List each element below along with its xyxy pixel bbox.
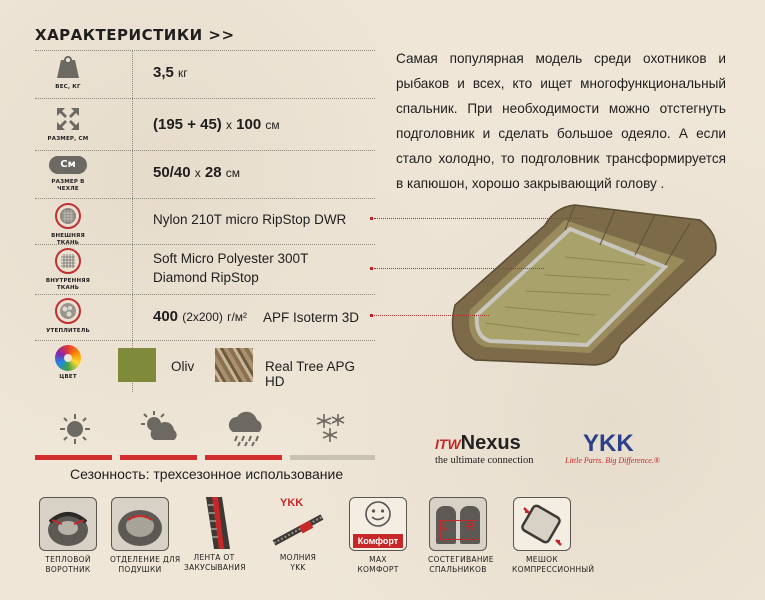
- weight-icon: [43, 56, 93, 91]
- thermal-collar-icon: [39, 497, 97, 551]
- product-description: Самая популярная модель среди охотников и рыбаков и всех, кто ищет многофункциональный спальник. При необходимости можно отстегнуть подголовник и сделать большое одеяло. А если стало холодно, то подголовник трансформируется в капюшон, хорошо закрывающий голову .: [396, 51, 726, 191]
- ykk-tagline: Little Parts. Big Difference.®: [565, 456, 660, 465]
- anti-snag-tape-icon: [186, 497, 242, 549]
- ykk-name: YKK: [583, 430, 634, 457]
- expand-arrows-icon: [43, 106, 93, 143]
- color2-name: Real Tree APG HD: [265, 359, 356, 389]
- packed-times: х: [194, 166, 201, 180]
- olive-swatch[interactable]: [118, 348, 156, 382]
- bag-joining-icon: [429, 497, 487, 551]
- divider: [132, 198, 133, 244]
- fabric-inner-icon: [43, 248, 93, 292]
- pointer-line-outer: [374, 218, 584, 220]
- feature-label-2: YKK: [290, 563, 306, 572]
- pointer-line-inner: [374, 268, 544, 270]
- inner-value: [153, 249, 308, 287]
- season-bar-winter: [290, 455, 375, 460]
- size-unit: см: [265, 118, 280, 132]
- packed-dims: 50/40: [153, 164, 191, 181]
- insulation-caption: УТЕПЛИТЕЛЬ: [46, 328, 90, 334]
- left-letter: L: [442, 521, 449, 533]
- color-wheel-icon: [43, 345, 93, 381]
- inner-line-2: Diamond RipStop: [153, 270, 259, 285]
- nexus-name: Nexus: [460, 432, 521, 454]
- snowflake-icon: [312, 410, 348, 448]
- feature-thermal-collar: [38, 497, 98, 575]
- color-caption: ЦВЕТ: [59, 374, 77, 380]
- ykk-logo: [565, 432, 660, 465]
- feature-anti-snag-tape: [184, 497, 244, 573]
- itw-nexus-logo: [435, 432, 534, 466]
- insulation-name: APF Isoterm 3D: [263, 310, 360, 325]
- feature-pillow-pocket: [110, 497, 181, 575]
- rain-cloud-icon: [225, 408, 267, 452]
- insulation-density: 400: [153, 308, 179, 325]
- fabric-outer-icon: [43, 203, 93, 247]
- spec-outer-row: [35, 198, 375, 245]
- pointer-line-insulation: [374, 315, 489, 317]
- weight-unit: кг: [178, 66, 188, 80]
- feature-label-1: СОСТЕГИВАНИЕ: [428, 555, 494, 564]
- comfort-icon: [349, 497, 407, 551]
- page-title: ХАРАКТЕРИСТИКИ >>: [35, 26, 235, 44]
- nexus-tagline: the ultimate connection: [435, 455, 534, 466]
- season-bar-spring: [120, 455, 197, 460]
- season-label: Сезонность: трехсезонное использование: [70, 466, 344, 482]
- feature-label-1: MAX: [369, 555, 387, 564]
- ykk-zipper-icon: [270, 497, 326, 549]
- packed-unit: см: [225, 166, 240, 180]
- feature-compression-sack: [512, 497, 595, 575]
- itw-prefix: ITW: [435, 436, 461, 452]
- weight-value: [153, 64, 188, 81]
- spec-packed-row: [35, 150, 375, 199]
- realtree-swatch[interactable]: [215, 348, 253, 382]
- feature-label-2: СПАЛЬНИКОВ: [429, 565, 487, 574]
- insulation-detail: (2х200): [182, 310, 223, 324]
- packed-icon-text: См: [49, 156, 87, 174]
- size-times: х: [225, 118, 232, 132]
- feature-label-2: ПОДУШКИ: [118, 565, 162, 574]
- packed-value: [153, 164, 240, 181]
- divider: [132, 98, 133, 150]
- feature-ykk-zipper: [268, 497, 328, 573]
- feature-label-2: ЗАКУСЫВАНИЯ: [184, 563, 246, 572]
- color1-name: Oliv: [171, 359, 195, 374]
- size-length: (195 + 45): [153, 116, 222, 133]
- pillow-pocket-icon: [111, 497, 169, 551]
- inner-caption-2: ТКАНЬ: [56, 285, 80, 291]
- packed-diameter: 28: [204, 164, 222, 181]
- insulation-value: [153, 308, 247, 325]
- sun-cloud-icon: [140, 410, 182, 450]
- packed-caption: РАЗМЕР В ЧЕХЛЕ: [51, 179, 85, 192]
- inner-caption-1: ВНУТРЕННЯЯ: [45, 278, 91, 284]
- season-bar-autumn: [205, 455, 282, 460]
- feature-label-1: МОЛНИЯ: [279, 553, 317, 562]
- size-width: 100: [236, 116, 262, 133]
- size-caption: РАЗМЕР, СМ: [47, 136, 89, 142]
- divider: [132, 244, 133, 294]
- feature-label-1: ЛЕНТА ОТ: [193, 553, 235, 562]
- spec-color-row: [35, 340, 375, 392]
- ykk-badge: YKK: [280, 497, 304, 509]
- compression-sack-icon: [43, 156, 93, 193]
- weight-number: 3,5: [153, 64, 174, 81]
- compression-sack-feature-icon: [513, 497, 571, 551]
- feature-max-comfort: [348, 497, 408, 575]
- inner-line-1: Soft Micro Polyester 300T: [153, 251, 309, 266]
- feature-label-1: МЕШОК: [526, 555, 558, 564]
- spec-size-row: [35, 98, 375, 151]
- sleeping-bag-illustration: [415, 195, 725, 375]
- divider: [132, 150, 133, 198]
- feature-label-2: КОМФОРТ: [357, 565, 399, 574]
- feature-label-1: ТЕПЛОВОЙ: [45, 555, 91, 564]
- insulation-unit: г/м²: [227, 310, 248, 324]
- sun-icon: [58, 412, 92, 450]
- divider: [132, 294, 133, 340]
- size-value: [153, 116, 280, 133]
- spec-inner-row: [35, 244, 375, 295]
- feature-label-2: ВОРОТНИК: [45, 565, 91, 574]
- spec-insulation-row: [35, 294, 375, 341]
- pointer-dot-insulation: [370, 314, 373, 317]
- feature-label-1: ОТДЕЛЕНИЕ ДЛЯ: [110, 555, 181, 564]
- season-bar-summer: [35, 455, 112, 460]
- insulation-icon: [43, 298, 93, 335]
- comfort-badge: Комфорт: [353, 534, 403, 548]
- pointer-dot-inner: [370, 267, 373, 270]
- right-letter: R: [466, 521, 474, 533]
- feature-label-2: КОМПРЕССИОННЫЙ: [512, 565, 595, 574]
- weight-caption: ВЕС, КГ: [55, 84, 81, 90]
- outer-caption: ВНЕШНЯЯ ТКАНЬ: [51, 233, 85, 246]
- divider: [132, 50, 133, 98]
- outer-value: Nylon 210T micro RipStop DWR: [153, 212, 347, 227]
- spec-weight-row: [35, 50, 375, 99]
- pointer-dot-outer: [370, 217, 373, 220]
- feature-bag-joining: [428, 497, 494, 575]
